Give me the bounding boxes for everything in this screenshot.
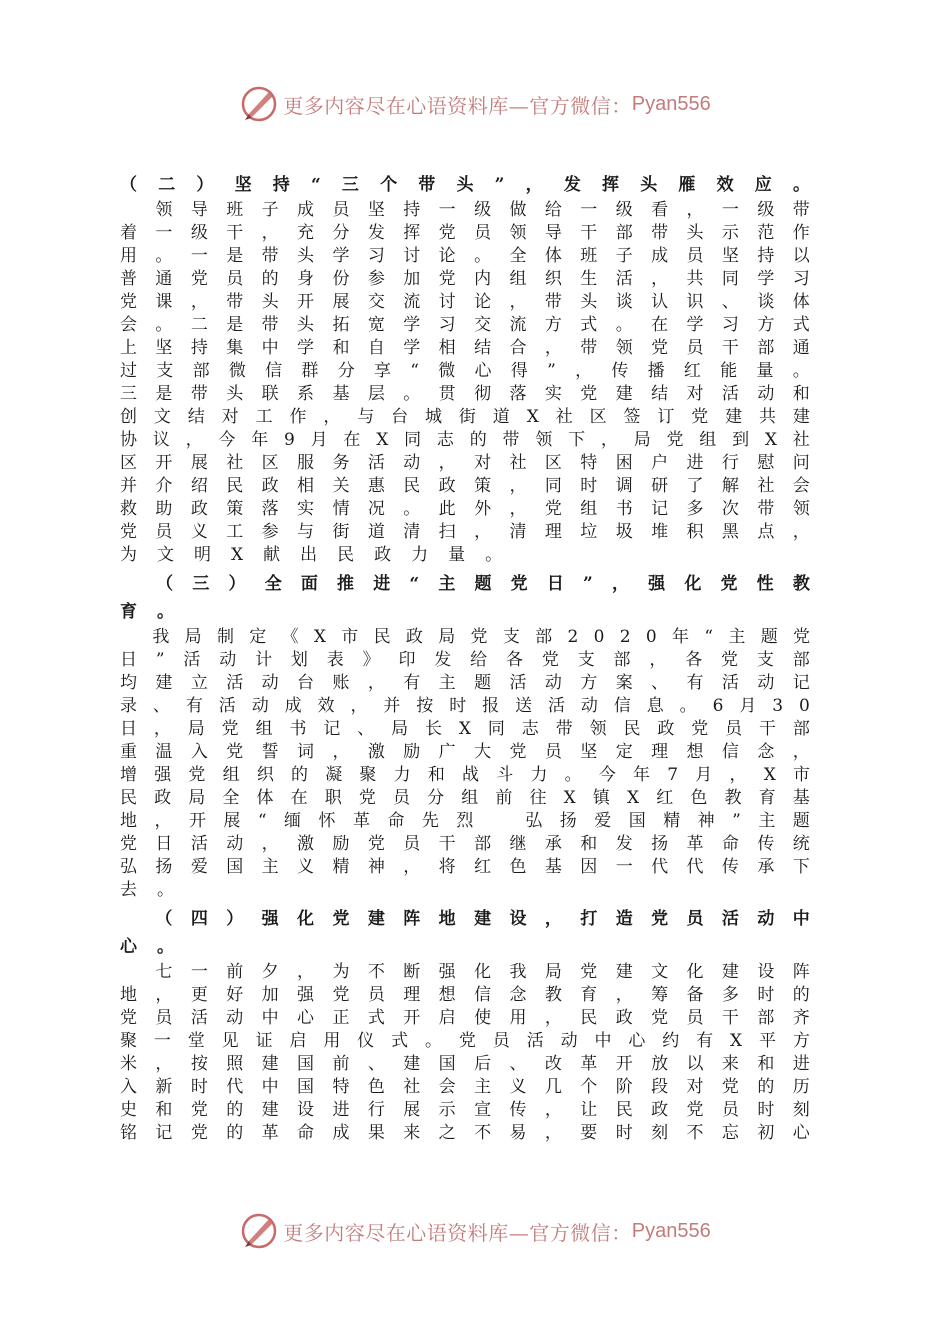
text-line: 日 ， 局 党 组 书 记 、 局 长 X 同 志 带 领 民 政 党 员 干 部 bbox=[120, 719, 810, 739]
document-body bbox=[120, 168, 810, 1145]
footer-watermark-banner bbox=[0, 1209, 950, 1253]
text-line: 会 。 二 是 带 头 拓 宽 学 习 交 流 方 式 。 在 学 习 方 式 bbox=[120, 315, 810, 335]
text-line: 地 ， 开 展 “ 缅 怀 革 命 先 烈 弘 扬 爱 国 精 神 ” 主 题 bbox=[120, 811, 810, 831]
pen-logo-icon bbox=[239, 1211, 279, 1251]
text-line: 着 一 级 干 ， 充 分 发 挥 党 员 领 导 干 部 带 头 示 范 作 bbox=[120, 223, 810, 243]
text-line: 地 ， 更 好 加 强 党 员 理 想 信 念 教 育 ， 筹 备 多 时 的 bbox=[120, 985, 810, 1005]
text-line-last: 去 。 bbox=[120, 880, 174, 900]
text-line: 我 局 制 定 《 X 市 民 政 局 党 支 部 2 0 2 0 年 “ 主 题 党 bbox=[152, 627, 810, 647]
text-line: 党 日 活 动 ， 激 励 党 员 干 部 继 承 和 发 扬 革 命 传 统 bbox=[120, 834, 810, 854]
section-body-3 bbox=[120, 626, 810, 902]
text-line: 普 通 党 员 的 身 份 参 加 党 内 组 织 生 活 ， 共 同 学 习 bbox=[120, 269, 810, 289]
text-line: 三 是 带 头 联 系 基 层 。 贯 彻 落 实 党 建 结 对 活 动 和 bbox=[120, 384, 810, 404]
text-line-last: 为 文 明 X 献 出 民 政 力 量 。 bbox=[120, 545, 503, 565]
text-line: 党 员 活 动 中 心 正 式 开 启 使 用 ， 民 政 党 员 干 部 齐 bbox=[120, 1008, 810, 1028]
text-line: 上 坚 持 集 中 学 和 自 学 相 结 合 ， 带 领 党 员 干 部 通 bbox=[120, 338, 810, 358]
watermark-text: 更多内容尽在心语资料库—官方微信： bbox=[283, 1220, 632, 1245]
text-line: 铭 记 党 的 革 命 成 果 来 之 不 易 ， 要 时 刻 不 忘 初 心 bbox=[120, 1123, 810, 1143]
header-watermark-banner bbox=[0, 82, 950, 126]
text-line: 并 介 绍 民 政 相 关 惠 民 政 策 ， 同 时 调 研 了 解 社 会 bbox=[120, 476, 810, 496]
text-line: 七 一 前 夕 ， 为 不 断 强 化 我 局 党 建 文 化 建 设 阵 bbox=[155, 962, 810, 982]
text-line: 米 ， 按 照 建 国 前 、 建 国 后 、 改 革 开 放 以 来 和 进 bbox=[120, 1054, 810, 1074]
heading-line: （ 三 ） 全 面 推 进 “ 主 题 党 日 ” ， 强 化 党 性 教 bbox=[156, 573, 810, 594]
text-line: 协 议 ， 今 年 9 月 在 X 同 志 的 带 领 下 ， 局 党 组 到 X 社 bbox=[120, 430, 810, 450]
text-line: 弘 扬 爱 国 主 义 精 神 ， 将 红 色 基 因 一 代 代 传 承 下 bbox=[120, 857, 810, 877]
text-line: 民 政 局 全 体 在 职 党 员 分 组 前 往 X 镇 X 红 色 教 育 基 bbox=[120, 788, 810, 808]
wechat-id: Pyan556 bbox=[631, 92, 711, 115]
wechat-id: Pyan556 bbox=[631, 1219, 711, 1242]
text-line: 过 支 部 微 信 群 分 享 “ 微 心 得 ” ， 传 播 红 能 量 。 bbox=[120, 361, 810, 381]
text-line: 领 导 班 子 成 员 坚 持 一 级 做 给 一 级 看 ， 一 级 带 bbox=[155, 200, 810, 220]
text-line: 均 建 立 活 动 台 账 ， 有 主 题 活 动 方 案 、 有 活 动 记 bbox=[120, 673, 810, 693]
text-line: 党 员 义 工 参 与 街 道 清 扫 ， 清 理 垃 圾 堆 积 黑 点 ， bbox=[120, 522, 810, 542]
text-line: 救 助 政 策 落 实 情 况 。 此 外 ， 党 组 书 记 多 次 带 领 bbox=[120, 499, 810, 519]
section-body-2 bbox=[120, 199, 810, 567]
text-line: 党 课 ， 带 头 开 展 交 流 讨 论 ， 带 头 谈 认 识 、 谈 体 bbox=[120, 292, 810, 312]
text-line: 日 ” 活 动 计 划 表 》 印 发 给 各 党 支 部 ， 各 党 支 部 bbox=[120, 650, 810, 670]
text-line: 用 。 一 是 带 头 学 习 讨 论 。 全 体 班 子 成 员 坚 持 以 bbox=[120, 246, 810, 266]
section-body-4 bbox=[120, 961, 810, 1145]
text-line: 增 强 党 组 织 的 凝 聚 力 和 战 斗 力 。 今 年 7 月 ， X 市 bbox=[120, 765, 810, 785]
heading-line: （ 二 ） 坚 持 “ 三 个 带 头 ” ， 发 挥 头 雁 效 应 。 bbox=[120, 174, 810, 195]
text-line: 区 开 展 社 区 服 务 活 动 ， 对 社 区 特 困 户 进 行 慰 问 bbox=[120, 453, 810, 473]
section-heading-4 bbox=[120, 905, 810, 961]
heading-line: （ 四 ） 强 化 党 建 阵 地 建 设 ， 打 造 党 员 活 动 中 bbox=[155, 908, 810, 929]
heading-line-last: 育 。 bbox=[120, 601, 174, 622]
text-line: 入 新 时 代 中 国 特 色 社 会 主 义 几 个 阶 段 对 党 的 历 bbox=[120, 1077, 810, 1097]
text-line: 重 温 入 党 誓 词 ， 激 励 广 大 党 员 坚 定 理 想 信 念 ， bbox=[120, 742, 810, 762]
text-line: 聚 一 堂 见 证 启 用 仪 式 。 党 员 活 动 中 心 约 有 X 平 方 bbox=[120, 1031, 810, 1051]
watermark-text: 更多内容尽在心语资料库—官方微信： bbox=[283, 93, 632, 118]
pen-logo-icon bbox=[239, 84, 279, 124]
heading-line-last: 心 。 bbox=[120, 936, 174, 957]
section-heading-2 bbox=[120, 171, 810, 199]
text-line: 史 和 党 的 建 设 进 行 展 示 宣 传 ， 让 民 政 党 员 时 刻 bbox=[120, 1100, 810, 1120]
section-heading-3 bbox=[120, 570, 810, 626]
text-line: 创 文 结 对 工 作 ， 与 台 城 街 道 X 社 区 签 订 党 建 共 建 bbox=[120, 407, 810, 427]
text-line: 录 、 有 活 动 成 效 ， 并 按 时 报 送 活 动 信 息 。 6 月 3 0 bbox=[120, 696, 810, 716]
